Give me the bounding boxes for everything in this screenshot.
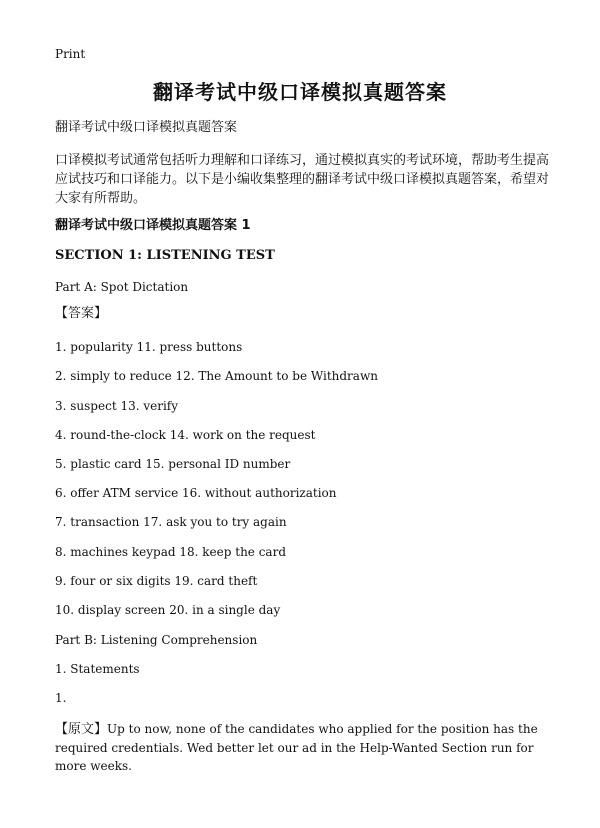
page-title: 翻译考试中级口译模拟真题答案 [153,80,447,104]
part-b-heading: Part B: Listening Comprehension [55,633,258,647]
answer-item: 6. offer ATM service 16. without authorization [55,486,337,500]
print-label[interactable]: Print [55,47,86,61]
section-heading: SECTION 1: LISTENING TEST [55,248,275,263]
subtitle: 翻译考试中级口译模拟真题答案 [55,120,238,135]
statements-heading: 1. Statements [55,662,140,676]
answer-item: 9. four or six digits 19. card theft [55,574,258,588]
source-text-paragraph [55,720,550,775]
answer-item: 3. suspect 13. verify [55,399,179,413]
answer-item: 4. round-the-clock 14. work on the request [55,428,316,442]
answer-item: 7. transaction 17. ask you to try again [55,515,287,529]
part-a-heading: Part A: Spot Dictation [55,280,189,294]
answer-item: 5. plastic card 15. personal ID number [55,457,291,471]
intro-paragraph: 口译模拟考试通常包括听力理解和口译练习，通过模拟真实的考试环境，帮助考生提高应试技巧和口译能力。以下是小编收集整理的翻译考试中级口译模拟真题答案，希望对大家有所帮助。 [55,153,550,206]
answer-tag: 【答案】 [55,306,108,321]
source-tag: 【原文】 [55,722,108,737]
answer-heading: 翻译考试中级口译模拟真题答案 1 [55,218,251,233]
answer-item: 10. display screen 20. in a single day [55,603,281,617]
answer-item: 2. simply to reduce 12. The Amount to be Withdrawn [55,369,378,383]
answer-item: 1. popularity 11. press buttons [55,340,243,354]
question-number: 1. [55,691,67,705]
source-text: Up to now, none of the candidates who applied for the position has the required credentials. Wed better let our ad in the Help-Wanted Section run for more weeks. [55,722,538,773]
answer-item: 8. machines keypad 18. keep the card [55,545,286,559]
